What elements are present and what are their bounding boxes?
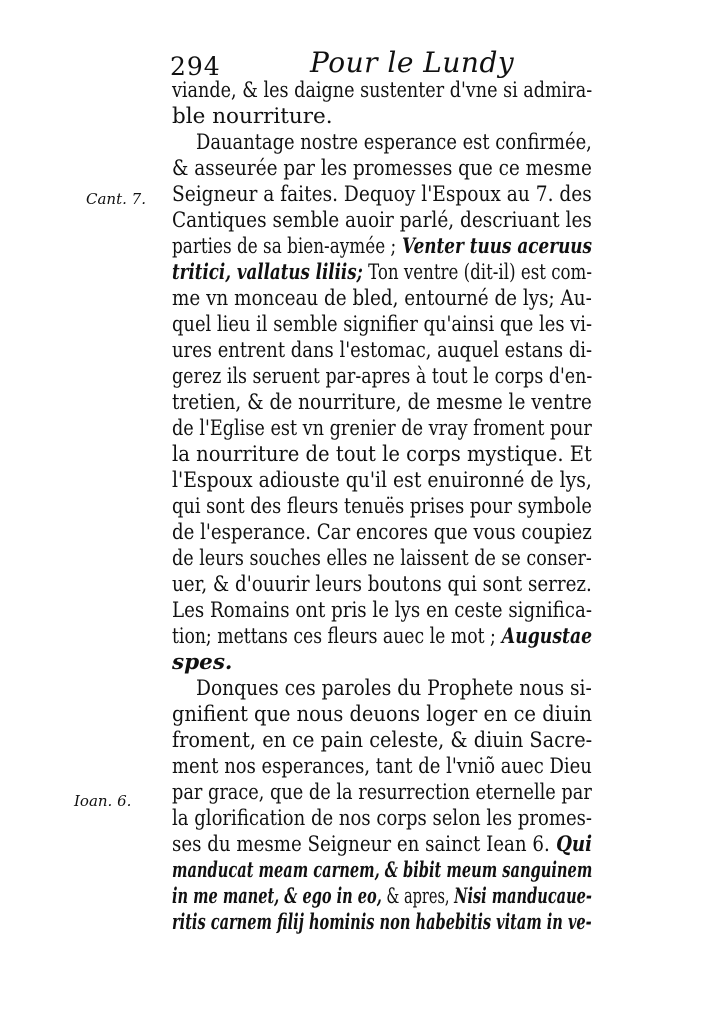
text-line bbox=[172, 598, 592, 624]
line-text: gnifient que nous deuons loger en ce diuin bbox=[172, 702, 593, 727]
text-line bbox=[172, 338, 592, 364]
line-text: me vn monceau de bled, entourné de lys; Au- bbox=[172, 286, 592, 311]
line-text: quel lieu il semble signifier qu'ainsi que les vi- bbox=[172, 312, 593, 337]
line-text: & apres, bbox=[381, 884, 455, 909]
line-text: la glorification de nos corps selon les promes- bbox=[172, 806, 593, 831]
line-text: parties de sa bien-aymée ; bbox=[172, 234, 397, 259]
line-text: gerez ils seruent par-apres à tout le corps d'en- bbox=[172, 364, 593, 389]
text-line bbox=[172, 832, 592, 858]
line-text: Ton ventre (dit-il) est com- bbox=[362, 260, 592, 285]
text-line bbox=[172, 624, 592, 650]
margin-note-cant: Cant. 7. bbox=[86, 190, 146, 208]
text-line bbox=[172, 884, 592, 910]
text-line bbox=[172, 650, 592, 676]
line-text: tion; mettans ces fleurs auec le mot ; bbox=[172, 624, 496, 649]
line-text: de l'Eglise est vn grenier de vray froment pour bbox=[172, 416, 592, 441]
line-text: & asseurée par les promesses que ce mesme bbox=[172, 156, 592, 181]
text-line bbox=[172, 572, 592, 598]
line-text: l'Espoux adiouste qu'il est enuironné de lys, bbox=[172, 468, 592, 493]
line-text: par grace, que de la resurrection eternelle par bbox=[172, 780, 592, 805]
text-line bbox=[172, 286, 592, 312]
text-line bbox=[172, 858, 592, 884]
text-line bbox=[172, 780, 592, 806]
latin-quote: Qui bbox=[549, 832, 593, 857]
text-line bbox=[172, 702, 592, 728]
line-text: ment nos esperances, tant de l'vniõ auec Dieu bbox=[172, 754, 592, 779]
text-line bbox=[172, 754, 592, 780]
text-line bbox=[172, 260, 592, 286]
text-line bbox=[172, 104, 592, 130]
line-text: viande, & les daigne sustenter d'vne si admira- bbox=[172, 78, 593, 103]
line-text: de leurs souches elles ne laissent de se conser- bbox=[172, 546, 592, 571]
text-line bbox=[172, 494, 592, 520]
margin-note-ioan: Ioan. 6. bbox=[74, 792, 132, 810]
line-text: Dauantage nostre esperance est confirmée, bbox=[196, 130, 592, 155]
text-line bbox=[172, 364, 592, 390]
text-line bbox=[172, 312, 592, 338]
line-text: tretien, & de nourriture, de mesme le ventre bbox=[172, 390, 592, 415]
text-line bbox=[172, 78, 592, 104]
latin-quote: in me manet, & ego in eo, bbox=[172, 884, 382, 909]
running-title: Pour le Lundy bbox=[310, 46, 515, 79]
line-text: ble nourriture. bbox=[172, 104, 333, 129]
latin-quote: ritis carnem filij hominis non habebitis vitam in ve- bbox=[172, 910, 592, 935]
text-line bbox=[172, 676, 592, 702]
line-text: Cantiques semble auoir parlé, descriuant les bbox=[172, 208, 592, 233]
latin-quote: tritici, vallatus liliis; bbox=[172, 260, 363, 285]
line-text: Seigneur a faites. Dequoy l'Espoux au 7. des bbox=[172, 182, 592, 207]
text-line bbox=[172, 234, 592, 260]
text-line bbox=[172, 156, 592, 182]
page-number: 294 bbox=[170, 52, 221, 81]
latin-quote: spes. bbox=[172, 650, 233, 675]
text-line bbox=[172, 442, 592, 468]
body-text bbox=[172, 78, 592, 936]
line-text: Donques ces paroles du Prophete nous si- bbox=[196, 676, 592, 701]
text-line bbox=[172, 546, 592, 572]
latin-quote: Augustae bbox=[495, 624, 593, 649]
text-line bbox=[172, 728, 592, 754]
latin-quote: manducat meam carnem, & bibit meum sanguinem bbox=[172, 858, 593, 883]
text-line bbox=[172, 130, 592, 156]
line-text: froment, en ce pain celeste, & diuin Sacre- bbox=[172, 728, 593, 753]
line-text: la nourriture de tout le corps mystique. Et bbox=[172, 442, 592, 467]
line-text: ses du mesme Seigneur en sainct Iean 6. bbox=[172, 832, 550, 857]
latin-quote: Nisi manducaue- bbox=[454, 884, 592, 909]
latin-quote: Venter tuus aceruus bbox=[396, 234, 593, 259]
line-text: Les Romains ont pris le lys en ceste significa- bbox=[172, 598, 592, 623]
text-line bbox=[172, 468, 592, 494]
text-line bbox=[172, 182, 592, 208]
text-line bbox=[172, 910, 592, 936]
text-line bbox=[172, 390, 592, 416]
text-line bbox=[172, 520, 592, 546]
text-line bbox=[172, 806, 592, 832]
text-line bbox=[172, 416, 592, 442]
line-text: qui sont des fleurs tenuës prises pour symbole bbox=[172, 494, 592, 519]
line-text: de l'esperance. Car encores que vous coupiez bbox=[172, 520, 592, 545]
text-line bbox=[172, 208, 592, 234]
line-text: ures entrent dans l'estomac, auquel estans di- bbox=[172, 338, 593, 363]
line-text: uer, & d'ouurir leurs boutons qui sont serrez. bbox=[172, 572, 592, 597]
